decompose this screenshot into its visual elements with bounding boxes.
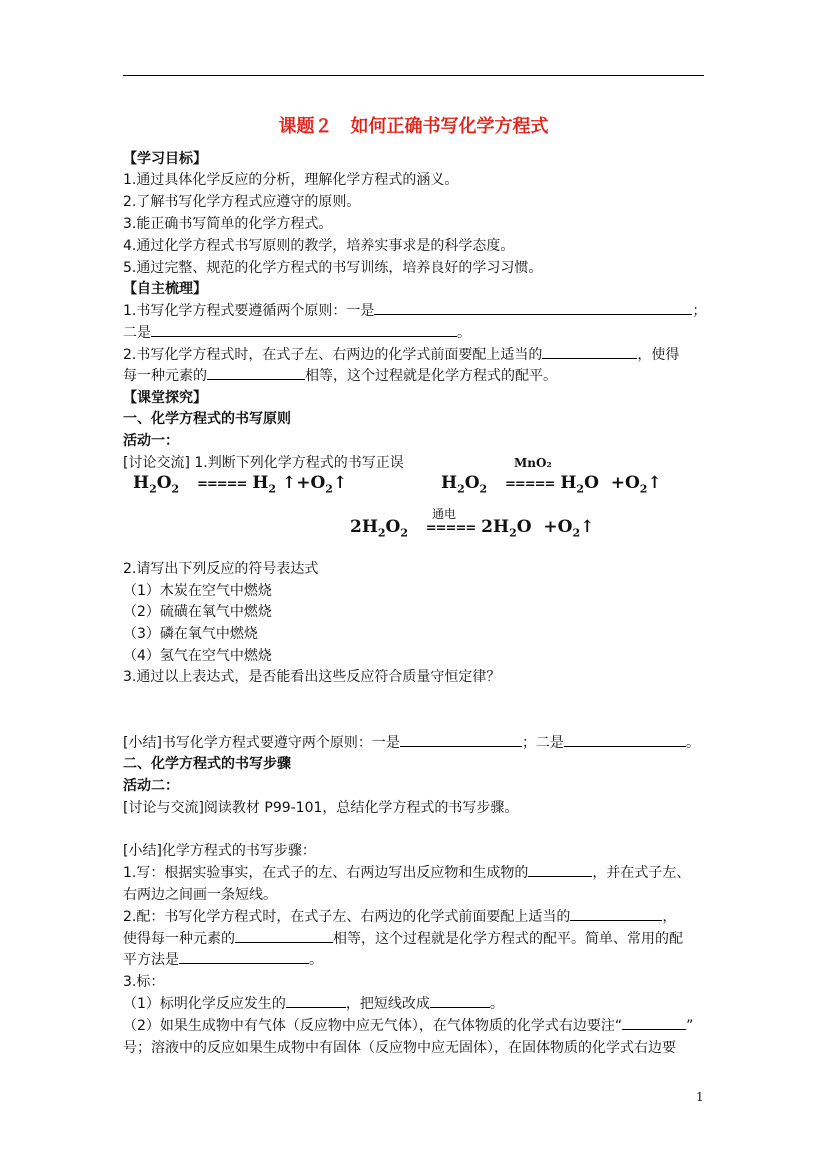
step-2-text2: 使得每一种元素的 bbox=[123, 931, 235, 947]
explore-header: 【课堂探究】 bbox=[123, 390, 207, 406]
page-title: 课题２ 如何正确书写化学方程式 bbox=[278, 116, 549, 137]
review-q1-text2: 二是 bbox=[123, 325, 151, 341]
question-2: 2.请写出下列反应的符号表达式 bbox=[123, 561, 319, 577]
page-number: 1 bbox=[696, 1090, 704, 1104]
step-2-line2 bbox=[123, 928, 683, 948]
goal-item: 4.通过化学方程式书写原则的教学，培养实事求是的科学态度。 bbox=[123, 238, 515, 254]
review-q2-line1 bbox=[123, 344, 679, 364]
activity-1-label: 活动一： bbox=[123, 433, 179, 449]
step-3-label: 3.标： bbox=[123, 974, 165, 990]
equation-2: $H_2O_2$ ===== $H_2O$ $+O_2↑$ bbox=[441, 473, 662, 496]
answer-blank[interactable] bbox=[235, 941, 333, 943]
step-1-text: 1.写：根据实验事实，在式子的左、右两边写出反应物和生成物的 bbox=[123, 865, 529, 881]
review-q1-punct: ； bbox=[692, 303, 707, 319]
question-2-item: （1）木炭在空气中燃烧 bbox=[123, 583, 272, 599]
step-1-text2: ，并在式子左、 bbox=[592, 865, 691, 881]
summary-1-end: 。 bbox=[685, 735, 700, 751]
step-2-text3: 相等，这个过程就是化学方程式的配平。简单、常用的配 bbox=[333, 931, 683, 947]
step-2-line3 bbox=[123, 949, 323, 969]
equation-3: $2H_2O_2$ ===== $2H_2O$ $+O_2↑$ bbox=[350, 517, 595, 540]
review-q2-line2 bbox=[123, 365, 557, 385]
review-q2-text2: ，使得 bbox=[637, 347, 680, 363]
section-heading-2: 二、化学方程式的书写步骤 bbox=[123, 756, 291, 772]
answer-blank[interactable] bbox=[528, 875, 592, 877]
answer-blank[interactable] bbox=[400, 745, 522, 747]
step-1-line1 bbox=[123, 862, 690, 882]
answer-blank[interactable] bbox=[570, 919, 662, 921]
answer-blank[interactable] bbox=[564, 745, 686, 747]
goal-item: 5.通过完整、规范的化学方程式的书写训练，培养良好的学习习惯。 bbox=[123, 260, 543, 276]
goals-header: 【学习目标】 bbox=[123, 151, 207, 167]
step-3-1-end: 。 bbox=[489, 996, 504, 1012]
discussion-1: [讨论交流] 1.判断下列化学方程式的书写正误 bbox=[123, 455, 404, 471]
question-2-item: （3）磷在氧气中燃烧 bbox=[123, 626, 258, 642]
summary-2: [小结]化学方程式的书写步骤： bbox=[123, 843, 316, 859]
step-2-line1 bbox=[123, 906, 676, 926]
review-q1-line2 bbox=[123, 322, 471, 342]
goal-item: 3.能正确书写简单的化学方程式。 bbox=[123, 216, 333, 232]
answer-blank[interactable] bbox=[207, 378, 305, 380]
summary-1 bbox=[123, 732, 700, 752]
goal-item: 1.通过具体化学反应的分析，理解化学方程式的涵义。 bbox=[123, 172, 459, 188]
answer-blank[interactable] bbox=[374, 313, 692, 315]
step-3-item-1 bbox=[123, 993, 504, 1013]
step-3-2-quote: ” bbox=[686, 1018, 694, 1034]
activity-2-label: 活动二： bbox=[123, 778, 179, 794]
step-1-line2: 右两边之间画一条短线。 bbox=[123, 887, 277, 903]
answer-blank[interactable] bbox=[151, 335, 457, 337]
step-3-1-text2: ，把短线改成 bbox=[345, 996, 430, 1012]
review-header: 【自主梳理】 bbox=[123, 281, 207, 297]
step-3-2-text: （2）如果生成物中有气体（反应物中应无气体），在气体物质的化学式右边要注“ bbox=[123, 1018, 623, 1034]
discussion-2: [讨论与交流]阅读教材 P99-101，总结化学方程式的书写步骤。 bbox=[123, 800, 519, 816]
review-q1-text: 1.书写化学方程式要遵循两个原则：一是 bbox=[123, 303, 375, 319]
answer-blank[interactable] bbox=[286, 1006, 346, 1008]
question-2-item: （2）硫磺在氧气中燃烧 bbox=[123, 604, 272, 620]
equation-1: $H_2O_2$ ===== $H_2$ $↑+O_2↑$ bbox=[133, 473, 348, 496]
step-3-item-2-line2: 号；溶液中的反应如果生成物中有固体（反应物中应无固体），在固体物质的化学式右边要 bbox=[123, 1040, 676, 1056]
summary-1-text: [小结]书写化学方程式要遵守两个原则：一是 bbox=[123, 735, 400, 751]
equation-2-condition: MnO₂ bbox=[514, 456, 552, 470]
step-2-punct: ， bbox=[662, 909, 677, 925]
answer-blank[interactable] bbox=[430, 1006, 490, 1008]
question-3: 3.通过以上表达式，是否能看出这些反应符合质量守恒定律？ bbox=[123, 669, 501, 685]
step-3-1-text: （1）标明化学反应发生的 bbox=[123, 996, 286, 1012]
header-rule bbox=[123, 75, 704, 76]
review-q1-line1 bbox=[123, 300, 706, 320]
goal-item: 2.了解书写化学方程式应遵守的原则。 bbox=[123, 194, 361, 210]
step-2-text4: 平方法是 bbox=[123, 952, 179, 968]
answer-blank[interactable] bbox=[179, 962, 309, 964]
equation-3-condition: 通电 bbox=[432, 507, 457, 521]
question-2-item: （4）氢气在空气中燃烧 bbox=[123, 648, 272, 664]
summary-1-text2: ；二是 bbox=[521, 735, 564, 751]
answer-blank[interactable] bbox=[542, 357, 637, 359]
step-3-item-2-line1 bbox=[123, 1015, 693, 1035]
step-2-end: 。 bbox=[309, 952, 323, 968]
review-q2-text3: 每一种元素的 bbox=[123, 368, 207, 384]
review-q1-end: 。 bbox=[457, 325, 471, 341]
answer-blank[interactable] bbox=[622, 1028, 686, 1030]
review-q2-text4: 相等，这个过程就是化学方程式的配平。 bbox=[305, 368, 557, 384]
review-q2-text: 2.书写化学方程式时，在式子左、右两边的化学式前面要配上适当的 bbox=[123, 347, 543, 363]
section-heading-1: 一、化学方程式的书写原则 bbox=[123, 411, 291, 427]
step-2-text: 2.配：书写化学方程式时，在式子左、右两边的化学式前面要配上适当的 bbox=[123, 909, 571, 925]
